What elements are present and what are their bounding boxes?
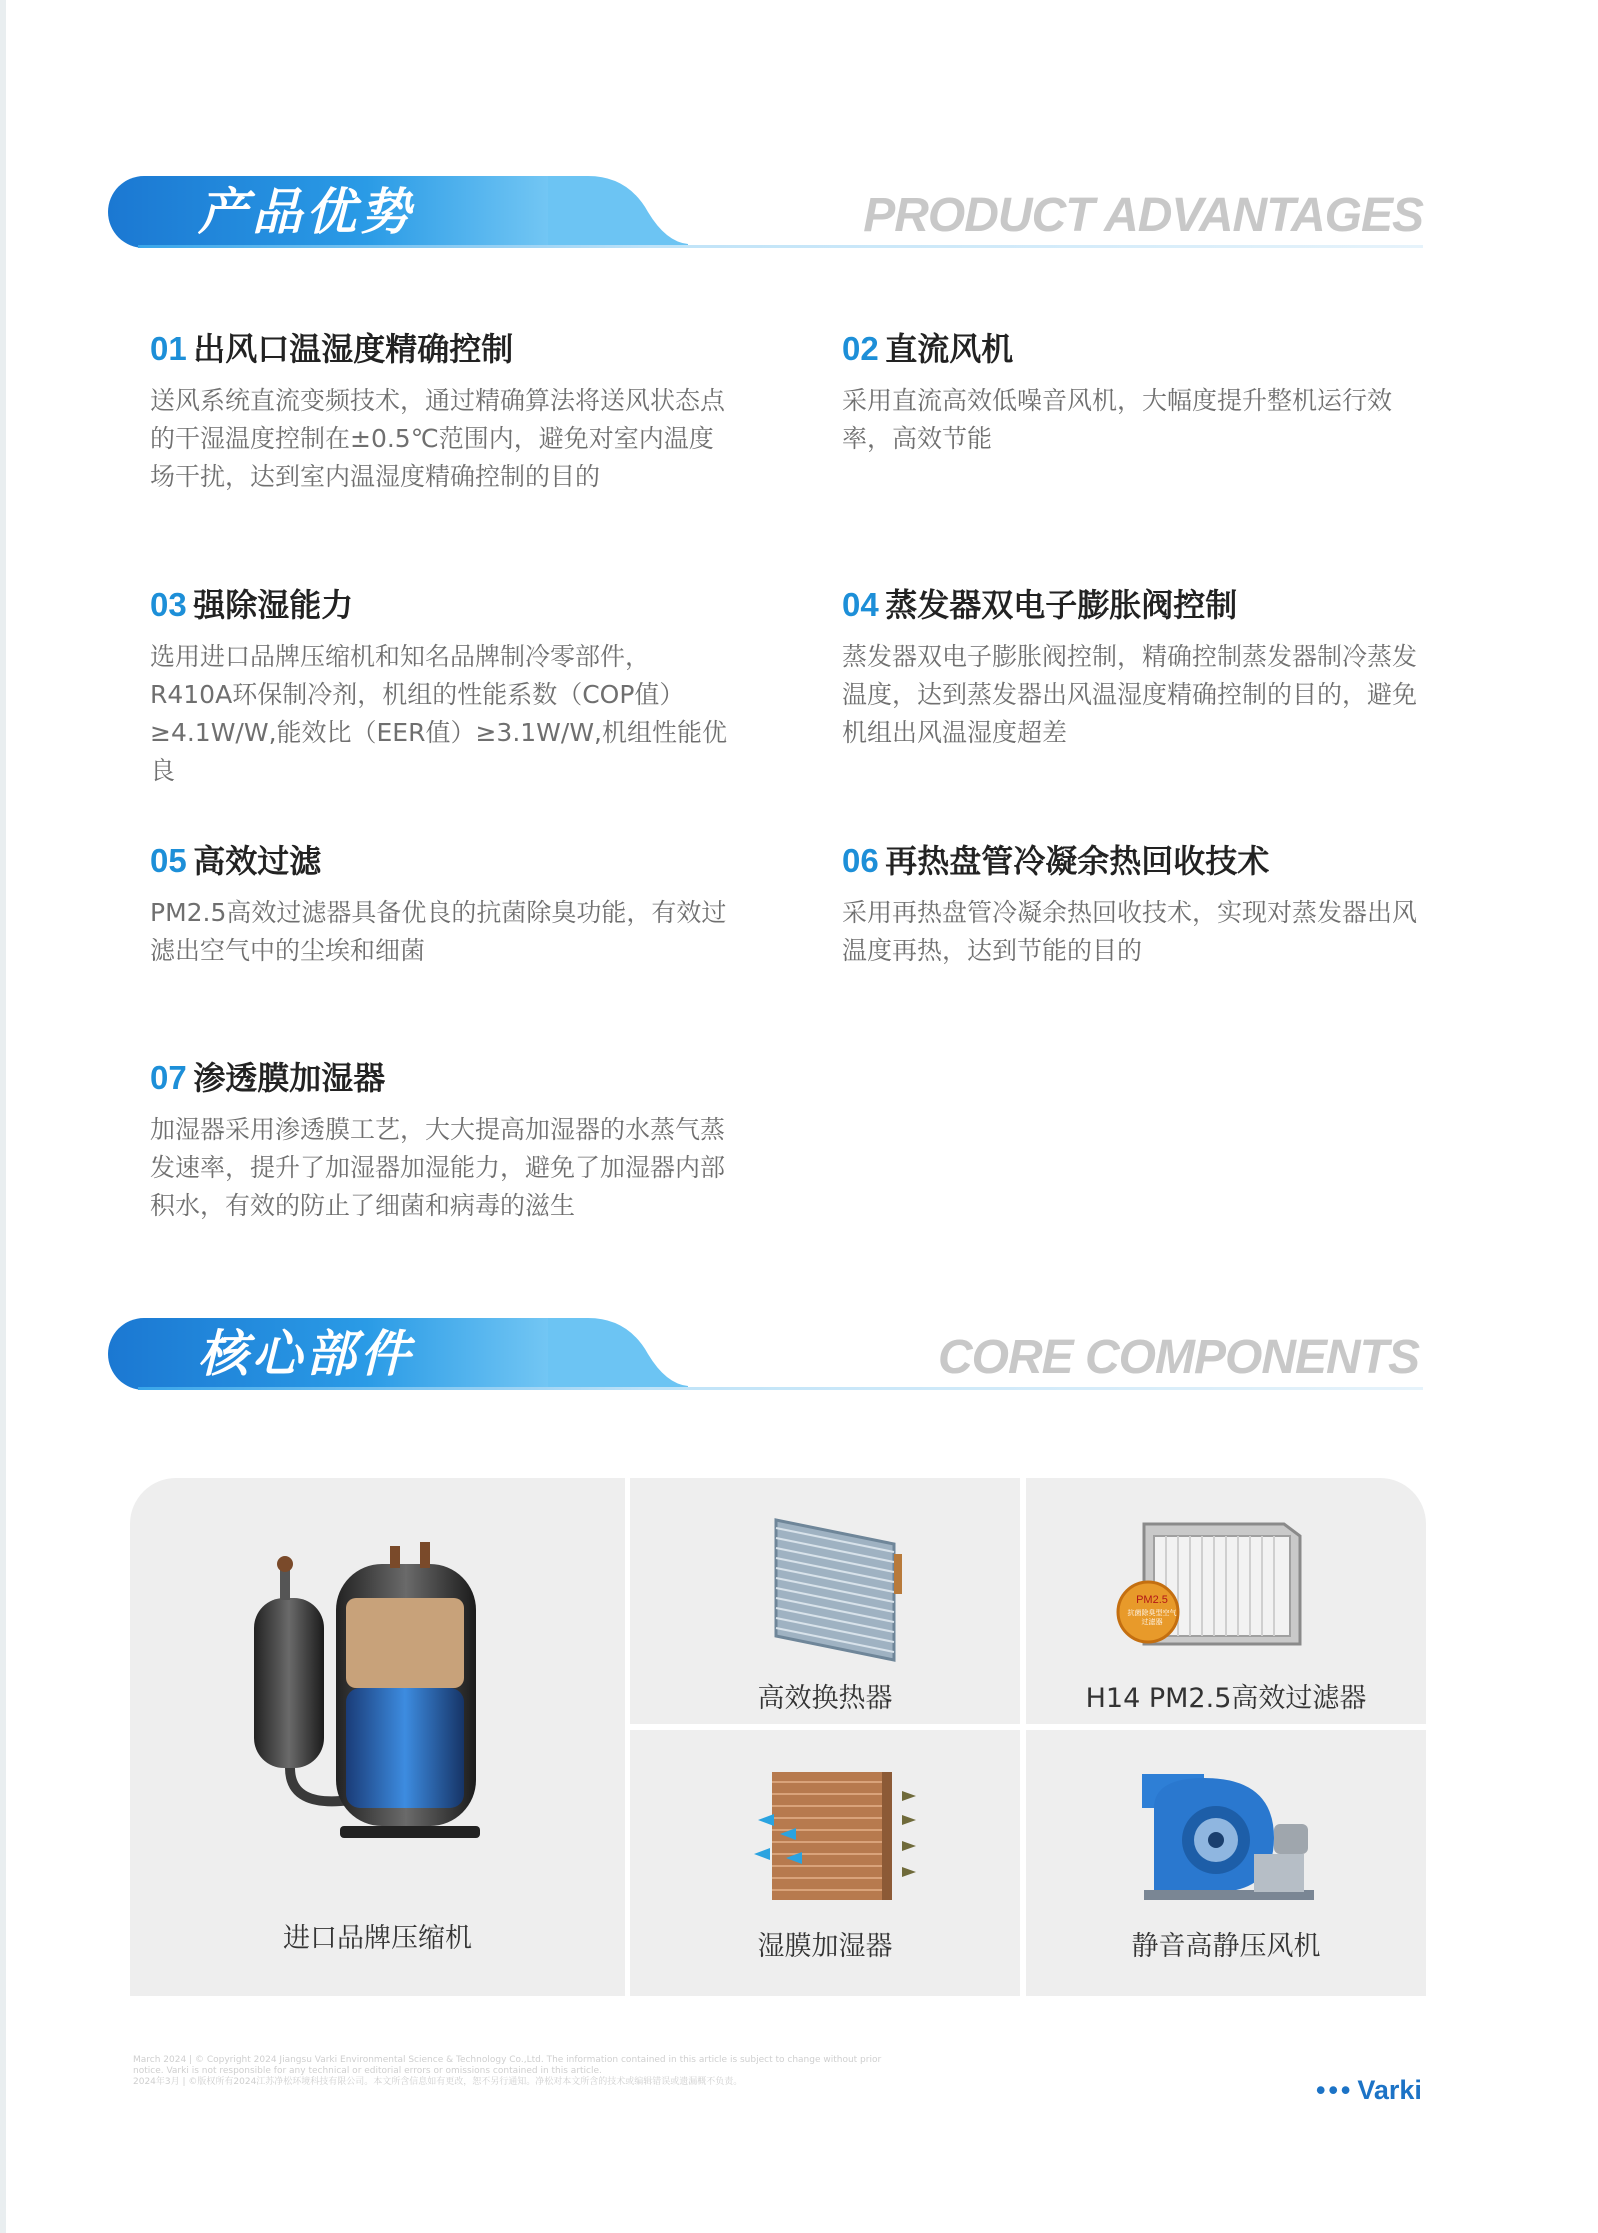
section-title-en: PRODUCT ADVANTAGES — [863, 189, 1423, 242]
advantage-body: 采用再热盘管冷凝余热回收技术，实现对蒸发器出风温度再热，达到节能的目的 — [842, 898, 1418, 965]
components-grid — [130, 1478, 1426, 1996]
component-card-fan — [1026, 1730, 1426, 1996]
advantage-item — [842, 582, 1442, 752]
advantage-number: 02 — [842, 330, 879, 367]
advantage-item — [842, 838, 1442, 970]
advantage-item — [150, 838, 750, 970]
header-baseline — [138, 1387, 1423, 1390]
advantage-title: 蒸发器双电子膨胀阀控制 — [885, 586, 1238, 624]
advantage-body: 加湿器采用渗透膜工艺，大大提高加湿器的水蒸气蒸发速率，提升了加湿器加湿能力，避免了加湿器内部积水，有效的防止了细菌和病毒的滋生 — [150, 1115, 726, 1220]
advantage-number: 04 — [842, 586, 879, 623]
logo-text: Varki — [1357, 2075, 1422, 2105]
fan-icon — [1134, 1768, 1324, 1908]
advantage-title: 出风口温湿度精确控制 — [193, 330, 514, 368]
header-baseline — [138, 245, 1423, 248]
page-edge — [0, 0, 6, 2233]
advantage-body: 选用进口品牌压缩机和知名品牌制冷零部件，R410A环保制冷剂，机组的性能系数（COP值）≥4.1W/W,能效比（EER值）≥3.1W/W,机组性能优良 — [150, 642, 727, 785]
filter-badge-sub: 抗菌除臭型空气过滤器 — [1127, 1609, 1177, 1626]
advantage-title: 渗透膜加湿器 — [193, 1059, 386, 1097]
compressor-icon — [240, 1538, 510, 1858]
filter-badge: PM2.5 — [1136, 1594, 1168, 1606]
heat-exchanger-icon — [770, 1514, 910, 1664]
section-title-en: CORE COMPONENTS — [937, 1331, 1419, 1384]
section-title-cn: 产品优势 — [198, 183, 414, 241]
advantage-title: 高效过滤 — [193, 842, 322, 880]
component-card-filter — [1026, 1478, 1426, 1724]
component-card-humidifier — [630, 1730, 1020, 1996]
logo-dots: ••• — [1316, 2075, 1354, 2105]
legal-notice-cn: 2024年3月 | ©版权所有2024江苏净松环境科技有限公司。本文所含信息如有更改，恕不另行通知。净松对本文所含的技术或编辑错误或遗漏概不负责。 — [133, 2077, 743, 2087]
advantage-title: 直流风机 — [885, 330, 1014, 368]
component-card-compressor — [130, 1478, 625, 1996]
component-label: 湿膜加湿器 — [757, 1931, 893, 1962]
component-label: 静音高静压风机 — [1131, 1931, 1321, 1962]
advantage-item — [842, 326, 1442, 458]
section-header-advantages — [108, 176, 1423, 252]
advantage-number: 05 — [150, 842, 187, 879]
advantage-body: 采用直流高效低噪音风机，大幅度提升整机运行效率，高效节能 — [842, 386, 1393, 453]
component-label: H14 PM2.5高效过滤器 — [1085, 1683, 1367, 1714]
advantage-item — [150, 326, 750, 496]
component-label: 高效换热器 — [757, 1683, 893, 1714]
humidifier-icon — [750, 1762, 920, 1912]
advantage-number: 03 — [150, 586, 187, 623]
brand-logo — [1316, 2070, 1422, 2110]
advantage-item — [150, 582, 750, 790]
advantage-number: 07 — [150, 1059, 187, 1096]
advantage-title: 强除湿能力 — [193, 586, 354, 624]
filter-icon — [1114, 1516, 1314, 1656]
advantage-title: 再热盘管冷凝余热回收技术 — [885, 842, 1270, 880]
component-label: 进口品牌压缩机 — [283, 1923, 472, 1954]
header-tab-tail — [548, 176, 688, 248]
legal-notice-en: March 2024 | © Copyright 2024 Jiangsu Varki Environmental Science & Technology Co.,Ltd. The information contained in this article is subject to change without prior notice. Varki is not responsible for any technical or editorial errors or omissions contained in this article. — [133, 2055, 882, 2076]
header-tab-tail — [548, 1318, 688, 1390]
section-header-components — [108, 1318, 1423, 1394]
advantage-number: 06 — [842, 842, 879, 879]
advantage-item — [150, 1055, 750, 1225]
legal-notice — [133, 2055, 893, 2088]
advantage-body: PM2.5高效过滤器具备优良的抗菌除臭功能，有效过滤出空气中的尘埃和细菌 — [150, 898, 727, 965]
advantage-body: 送风系统直流变频技术，通过精确算法将送风状态点的干湿温度控制在±0.5℃范围内，避免对室内温度场干扰，达到室内温湿度精确控制的目的 — [150, 386, 726, 491]
section-title-cn: 核心部件 — [198, 1325, 414, 1383]
advantage-number: 01 — [150, 330, 187, 367]
advantage-body: 蒸发器双电子膨胀阀控制，精确控制蒸发器制冷蒸发温度，达到蒸发器出风温湿度精确控制的目的，避免机组出风温湿度超差 — [842, 642, 1418, 747]
component-card-heat-exchanger — [630, 1478, 1020, 1724]
